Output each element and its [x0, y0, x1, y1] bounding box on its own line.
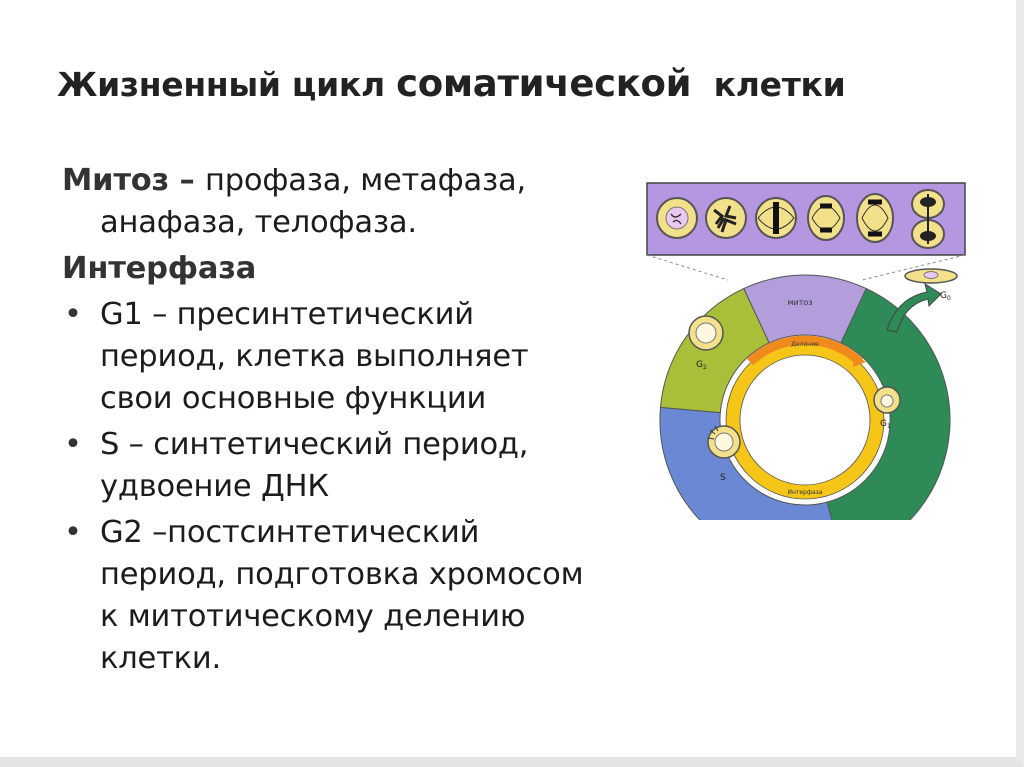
mitosis-dash: –	[169, 163, 205, 198]
label-division: Деление	[791, 341, 819, 348]
mitosis-term: Митоз	[62, 163, 170, 198]
g1-cell-icon	[874, 387, 900, 413]
cell-prophase-icon	[657, 198, 697, 238]
cell-cycle-diagram	[640, 180, 970, 520]
s-cell-icon	[708, 426, 740, 458]
g0-cell-icon	[905, 269, 957, 283]
s-line-1: S – синтетический период,	[100, 427, 529, 462]
g2-line-1: G2 –постсинтетический	[100, 515, 480, 550]
g2-line-3: к митотическому делению	[100, 599, 526, 634]
slide-title	[57, 62, 845, 105]
label-s: S	[720, 473, 726, 483]
title-part-3: клетки	[691, 65, 846, 104]
label-g0: $G_0$	[940, 291, 951, 302]
cell-prometaphase-icon	[706, 198, 746, 238]
label-mitosis: митоз	[787, 298, 813, 307]
label-interphase: Интерфаза	[787, 489, 823, 496]
g1-line-2: период, клетка выполняет	[100, 339, 529, 374]
title-part-1: Жизненный цикл	[57, 65, 397, 104]
interphase-heading: Интерфаза	[62, 251, 257, 286]
mitosis-paragraph	[62, 160, 642, 244]
connector-line-left	[647, 255, 728, 280]
mitosis-line-1: профаза, метафаза,	[204, 163, 526, 198]
list-item-g1	[62, 294, 642, 420]
cell-anaphase-icon	[808, 196, 844, 240]
cell-late-anaphase-icon	[857, 194, 893, 242]
g2-line-4: клетки.	[100, 641, 221, 676]
title-part-2: соматической	[396, 62, 692, 105]
cell-metaphase-icon	[756, 198, 796, 238]
g2-line-2: период, подготовка хромосом	[100, 557, 584, 592]
ring-center	[740, 355, 870, 485]
slide-body	[62, 160, 642, 684]
mitosis-line-2: анафаза, телофаза.	[100, 205, 417, 240]
g1-line-3: свои основные функции	[100, 381, 487, 416]
s-line-2: удвоение ДНК	[100, 469, 329, 504]
list-item-g2	[62, 512, 642, 680]
list-item-s	[62, 424, 642, 508]
g1-line-1: G1 – пресинтетический	[100, 297, 474, 332]
interphase-list	[62, 294, 642, 680]
label-g1: $G_1$	[880, 419, 891, 430]
g2-cell-icon	[689, 316, 723, 350]
label-g2: $G_2$	[696, 360, 707, 371]
